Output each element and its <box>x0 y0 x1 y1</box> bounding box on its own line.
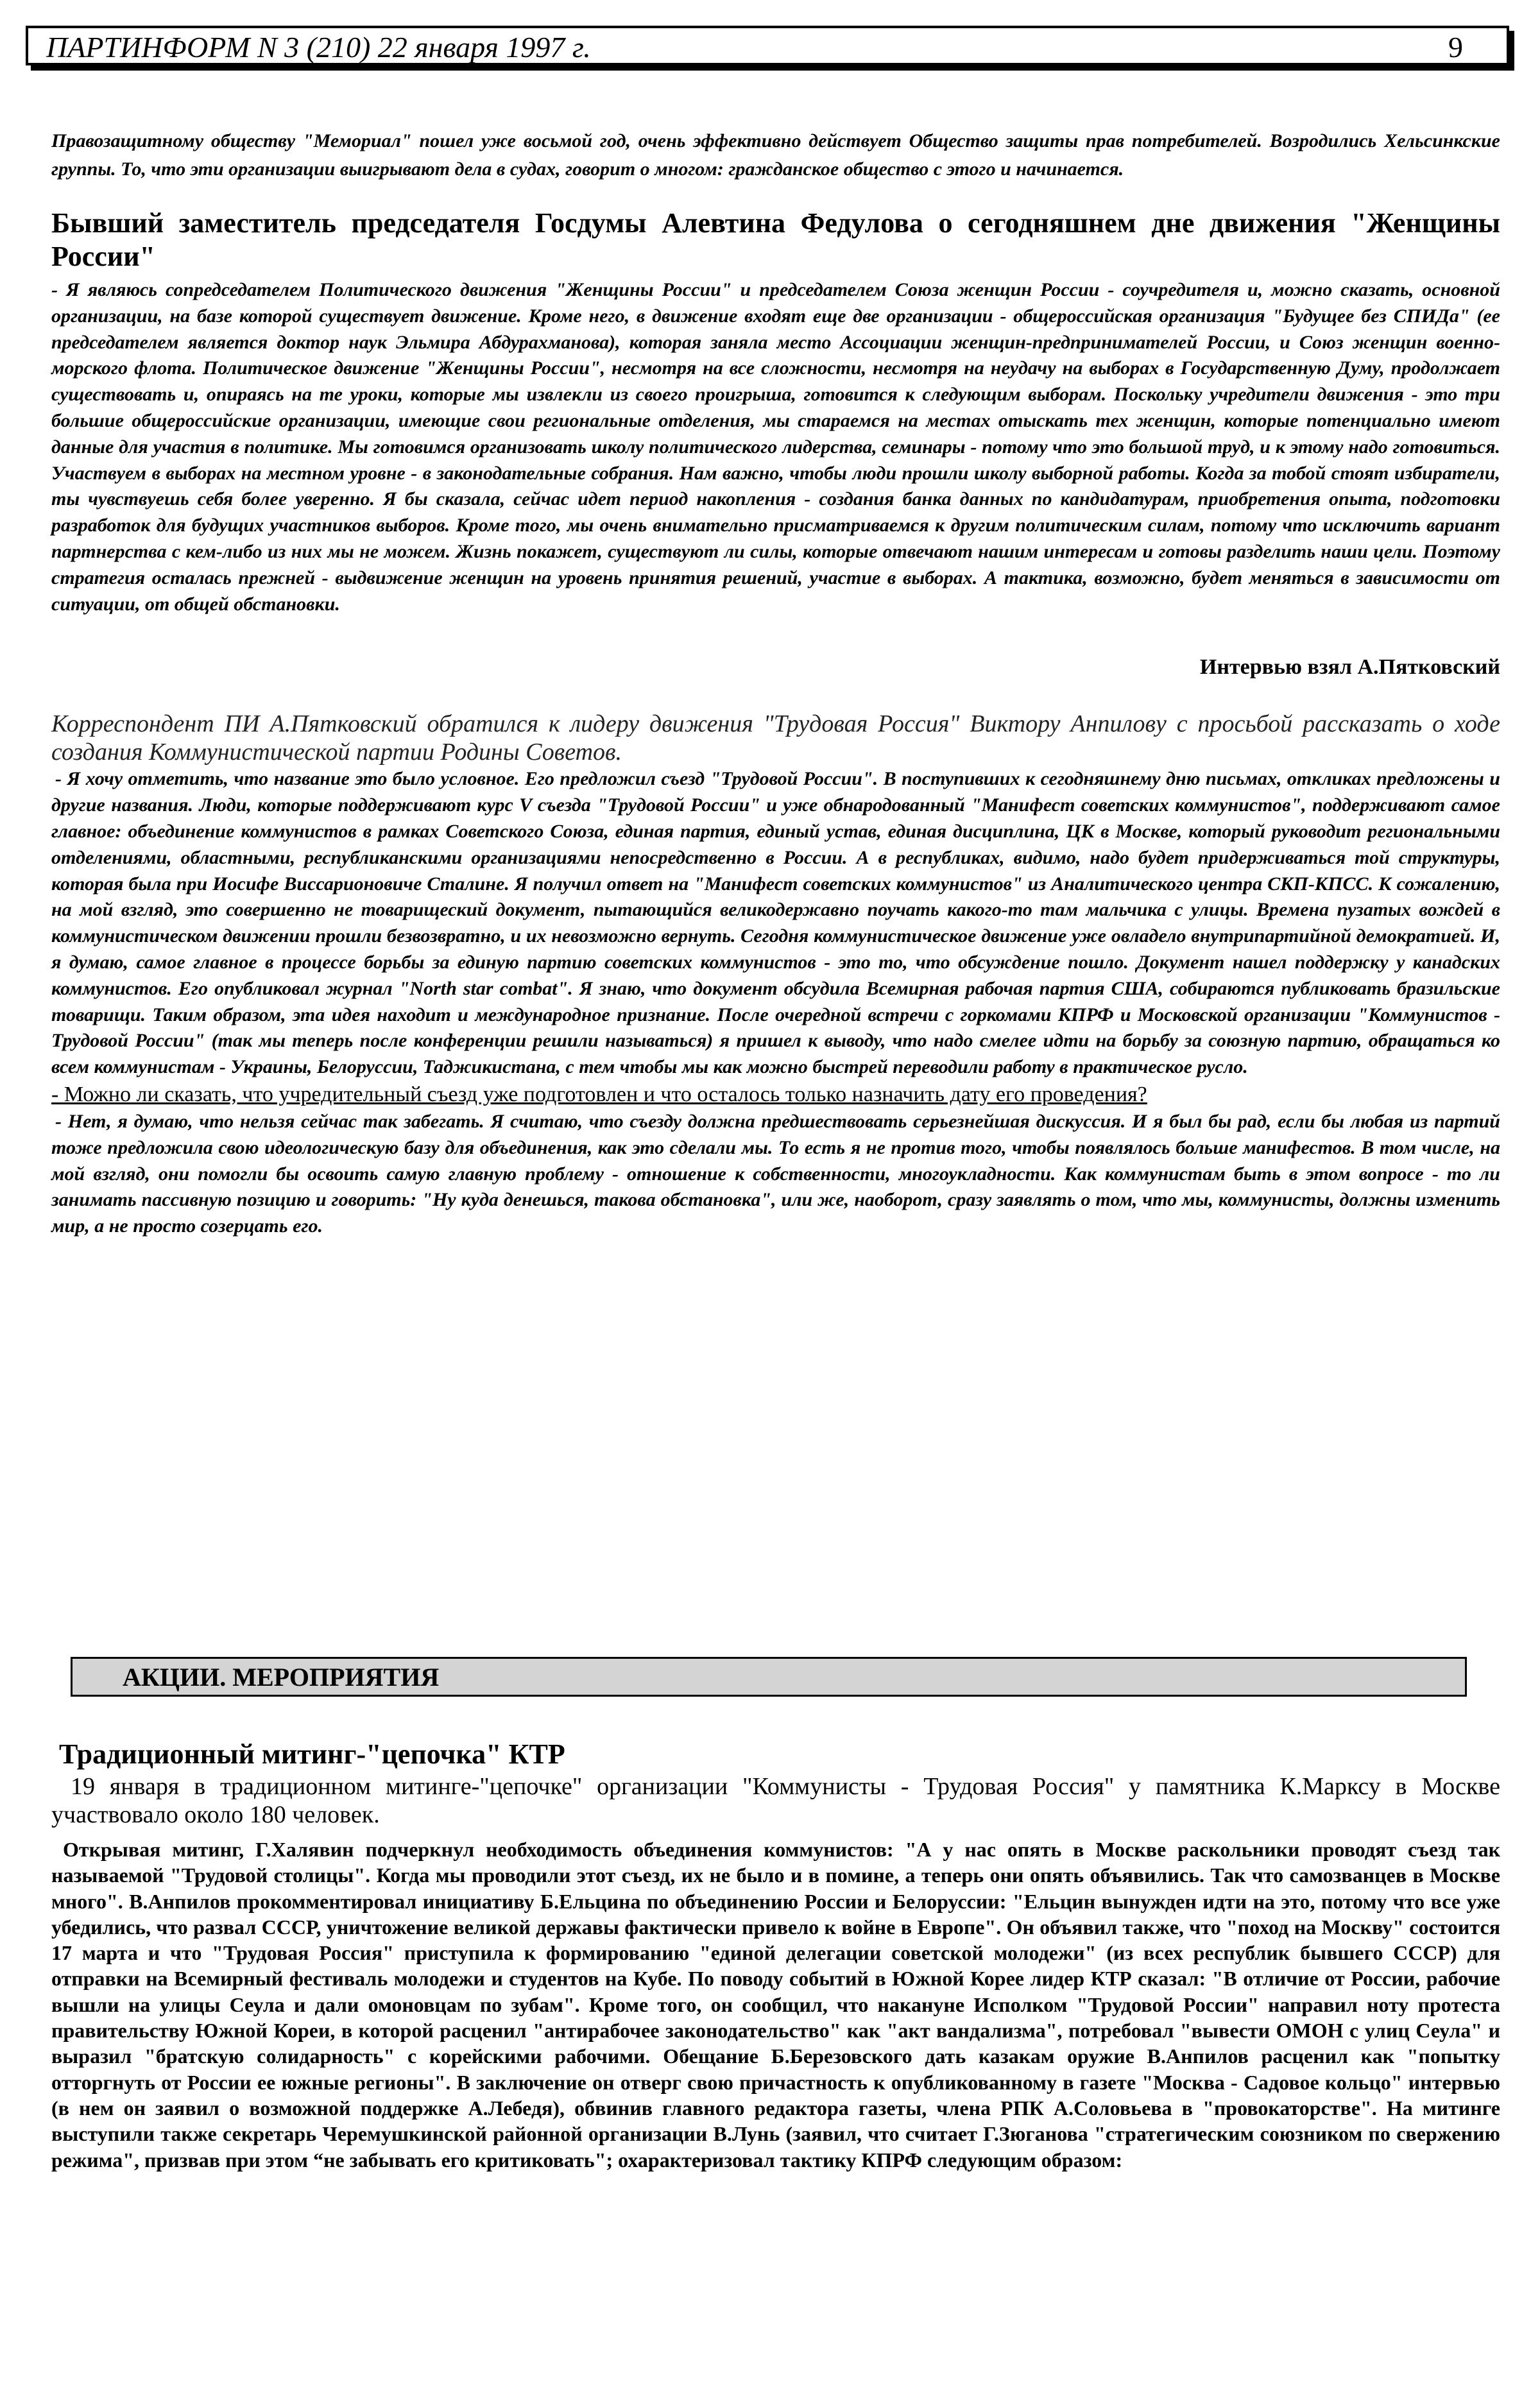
article-anpilov-answer-2: - Нет, я думаю, что нельзя сейчас так забегать. Я считаю, что съезду должна предшествовать серьезнейшая дискуссия. И я был бы рад, если бы любая из партий тоже предложила свою идеологическую базу для объединения, как это сделали мы. То есть я не против того, чтобы появлялось больше манифестов. В том числе, на мой взгляд, они помогли бы освоить самую главную проблему - отношение к собственности, многоукладности. Как коммунистам быть в этом вопросе - то ли занимать пассивную позицию и говорить: "Ну куда денешься, такова обстановка", или же, наоборот, сразу заявлять о том, что мы, коммунисты, должны изменить мир, а не просто созерцать его. <box>51 1110 1500 1237</box>
news-body: Открывая митинг, Г.Халявин подчеркнул необходимость объединения коммунистов: "А у нас опять в Москве раскольники проводят съезд так называемой "Трудовой столицы". Когда мы проводили этот съезд, их не было и в помине, а теперь они опять объявились. Так что самозванцев в Москве много". В.Анпилов прокомментировал инициативу Б.Ельцина по объединению России и Белоруссии: "Ельцин вынужден идти на это, потому что все уже убедились, что развал СССР, уничтожение великой державы фактически привело к войне в Европе". Он объявил также, что "поход на Москву" состоится 17 марта и что "Трудовая Россия" приступила к формированию "единой делегации советской молодежи" (из всех республик бывшего СССР) для отправки на Всемирный фестиваль молодежи и студентов на Кубе. По поводу событий в Южной Корее лидер КТР сказал: "В отличие от России, рабочие вышли на улицы Сеула и дали омоновцам по зубам". Кроме того, он сообщил, что накануне Исполком "Трудовой России" направил ноту протеста правительству Южной Кореи, в которой расценил "антирабочее законодательство" как "акт вандализма", потребовал "вывести ОМОН с улиц Сеула" и выразил "братскую солидарность" с корейскими рабочими. Обещание Б.Березовского дать казакам оружие В.Анпилов расценил как "попытку отторгнуть от России ее южные регионы". В заключение он отверг свою причастность к опубликованному в газете "Москва - Садовое кольцо" интервью (в нем он заявил о возможной поддержке А.Лебедя), обвинив главного редактора газеты, члена РПК А.Соловьева в "провокаторстве". На митинге выступили также секретарь Черемушкинской районной организации В.Лунь (заявил, что считает Г.Зюганова "стратегическим союзником по свержению режима", призвав при этом “не забывать его критиковать"; охарактеризовал тактику КПРФ следующим образом: <box>51 1838 1500 2172</box>
news-title: Традиционный митинг-"цепочка" КТР <box>59 1738 565 1770</box>
news-article <box>51 1738 1500 2173</box>
article-anpilov-answer-1: - Я хочу отметить, что название это было условное. Его предложил съезд "Трудовой России". В поступивших к сегодняшнему дню письмах, откликах предложены и другие названия. Люди, которые поддерживают курс V съезда "Трудовой России" и уже обнародованный "Манифест советских коммунистов", поддерживают самое главное: объединение коммунистов в рамках Советского Союза, единая партия, единый устав, единая дисциплина, ЦК в Москве, который руководит региональными отделениями, областными, республиканскими организациями непосредственно в России. А в республиках, видимо, надо будет придерживаться той структуры, которая была при Иосифе Виссарионовиче Сталине. Я получил ответ на "Манифест советских коммунистов" из Аналитического центра СКП-КПСС. К сожалению, на мой взгляд, это совершенно не товарищеский документ, пытающийся великодержавно поучать какого-то там мальчика с улицы. Времена пузатых вождей в коммунистическом движении прошли безвозвратно, и их невозможно вернуть. Сегодня коммунистическое движение уже овладело внутрипартийной демократией. И, я думаю, самое главное в процессе борьбы за единую партию советских коммунистов - это то, что обсуждение пошло. Документ нашел поддержку у канадских коммунистов. Его опубликовал журнал "North star combat". Я знаю, что документ обсудила Всемирная рабочая партия США, собираются публиковать бразильские товарищи. Таким образом, эта идея находит и международное признание. После очередной встречи с горкомами КПРФ и Московской организации "Коммунистов - Трудовой России" (так мы теперь после конференции решили называться) я пришел к выводу, что надо смелее идти на борьбу за союзную партию, обращаться ко всем коммунистам - Украины, Белоруссии, Таджикистана, с тем чтобы мы как можно быстрей переводили работу в практическое русло. <box>51 768 1500 1078</box>
news-intro: 19 января в традиционном митинге-"цепочке" организации "Коммунисты - Трудовая Россия" у памятника К.Марксу в Москве участвовало около 180 человек. <box>51 1773 1500 1828</box>
main-content <box>51 127 1500 1240</box>
article-fedulova-body: - Я являюсь сопредседателем Политического движения "Женщины России" и председателем Союза женщин России - соучредителя и, можно сказать, основной организации, на базе которой существует движение. Кроме него, в движение входят еще две организации - общероссийская организация "Будущее без СПИДа" (ее председателем является доктор наук Эльмира Абдурахманова), которая заняла место Ассоциации женщин-предпринимателей России, и Союз женщин военно-морского флота. Политическое движение "Женщины России", несмотря на все сложности, несмотря на неудачу на выборах в Государственную Думу, продолжает существовать и, опираясь на те уроки, которые мы извлекли из своего проигрыша, готовится к следующим выборам. Поскольку учредители движения - это три большие общероссийские организации, имеющие свои региональные отделения, мы стараемся на местах отыскать тех женщин, которые потенциально имеют данные для участия в политике. Мы готовимся организовать школу политического лидерства, семинары - потому что это большой труд, и к этому надо готовиться. Участвуем в выборах на местном уровне - в законодательные собрания. Нам важно, чтобы люди прошли школу выборной работы. Когда за тобой стоят избиратели, ты чувствуешь себя более уверенно. Я бы сказала, сейчас идет период накопления - создания банка данных по кандидатурам, приобретения опыта, подготовки разработок для будущих участников выборов. Кроме того, мы очень внимательно присматриваемся к другим политическим силам, потому что исключить вариант партнерства с кем-либо из них мы не можем. Жизнь покажет, существуют ли силы, которые отвечают нашим интересам и готовы разделить наши цели. Поэтому стратегия осталась прежней - выдвижение женщин на уровень принятия решений, участие в выборах. А тактика, возможно, будет меняться в зависимости от ситуации, от общей обстановки. <box>51 279 1500 615</box>
article-anpilov-question: - Можно ли сказать, что учредительный съезд уже подготовлен и что осталось только назначить дату его проведения? <box>51 1082 1147 1106</box>
article-fedulova-title: Бывший заместитель председателя Госдумы Алевтина Федулова о сегодняшнем дне движения "Женщины России" <box>51 207 1500 272</box>
page-header <box>26 26 1509 65</box>
header-title: ПАРТИНФОРМ N 3 (210) 22 января 1997 г. <box>46 31 591 64</box>
page-number: 9 <box>1448 31 1463 64</box>
section-title: АКЦИИ. МЕРОПРИЯТИЯ <box>123 1663 440 1692</box>
section-heading-bar <box>71 1657 1467 1697</box>
lead-paragraph: Правозащитному обществу "Мемориал" пошел уже восьмой год, очень эффективно действует Общество защиты прав потребителей. Возродились Хельсинкские группы. То, что эти организации выигрывают дела в судах, говорит о многом: гражданское общество с этого и начинается. <box>51 130 1500 180</box>
article-anpilov-intro: Корреспондент ПИ А.Пятковский обратился к лидеру движения "Трудовая Россия" Виктору Анпилову с просьбой рассказать о ходе создания Коммунистической партии Родины Советов. <box>51 710 1500 766</box>
article-signature: Интервью взял А.Пятковский <box>1199 655 1500 680</box>
